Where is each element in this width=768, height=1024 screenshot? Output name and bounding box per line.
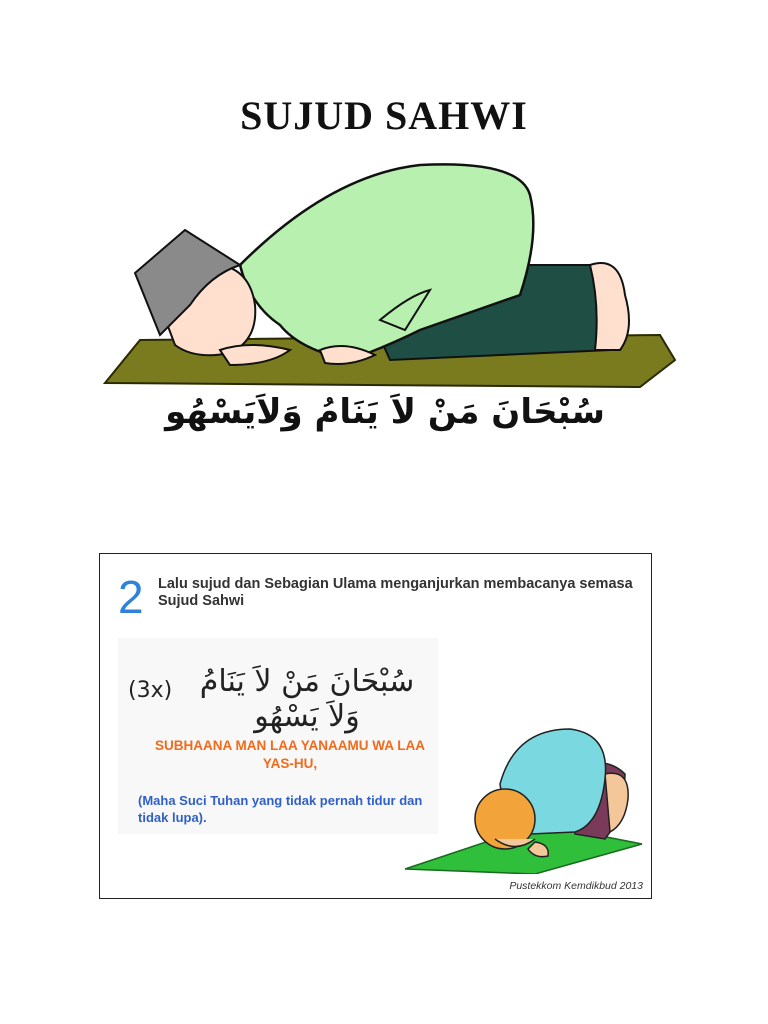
arabic-prayer-text: سُبْحَانَ مَنْ لاَ يَنَامُ وَلاَيَسْهُو [165,392,605,432]
page-title: SUJUD SAHWI [240,93,528,138]
step-instruction: Lalu sujud dan Sebagian Ulama menganjurkan membacanya semasa Sujud Sahwi [158,576,633,609]
repeat-count: (3x) [128,678,173,703]
credit-text: Pustekkom Kemdikbud 2013 [509,880,643,892]
card-arabic-text: سُبْحَانَ مَنْ لاَ يَنَامُ وَلاَ يَسْهُو [199,664,415,734]
sujud-boy-illustration [400,714,645,874]
meaning-text: (Maha Suci Tuhan yang tidak pernah tidur dan tidak lupa). [138,793,423,825]
step-number: 2 [118,571,144,623]
step-card [99,553,652,899]
transliteration: SUBHAANA MAN LAA YANAAMU WA LAA YAS-HU, [155,738,425,771]
sujud-man-illustration [100,155,680,395]
